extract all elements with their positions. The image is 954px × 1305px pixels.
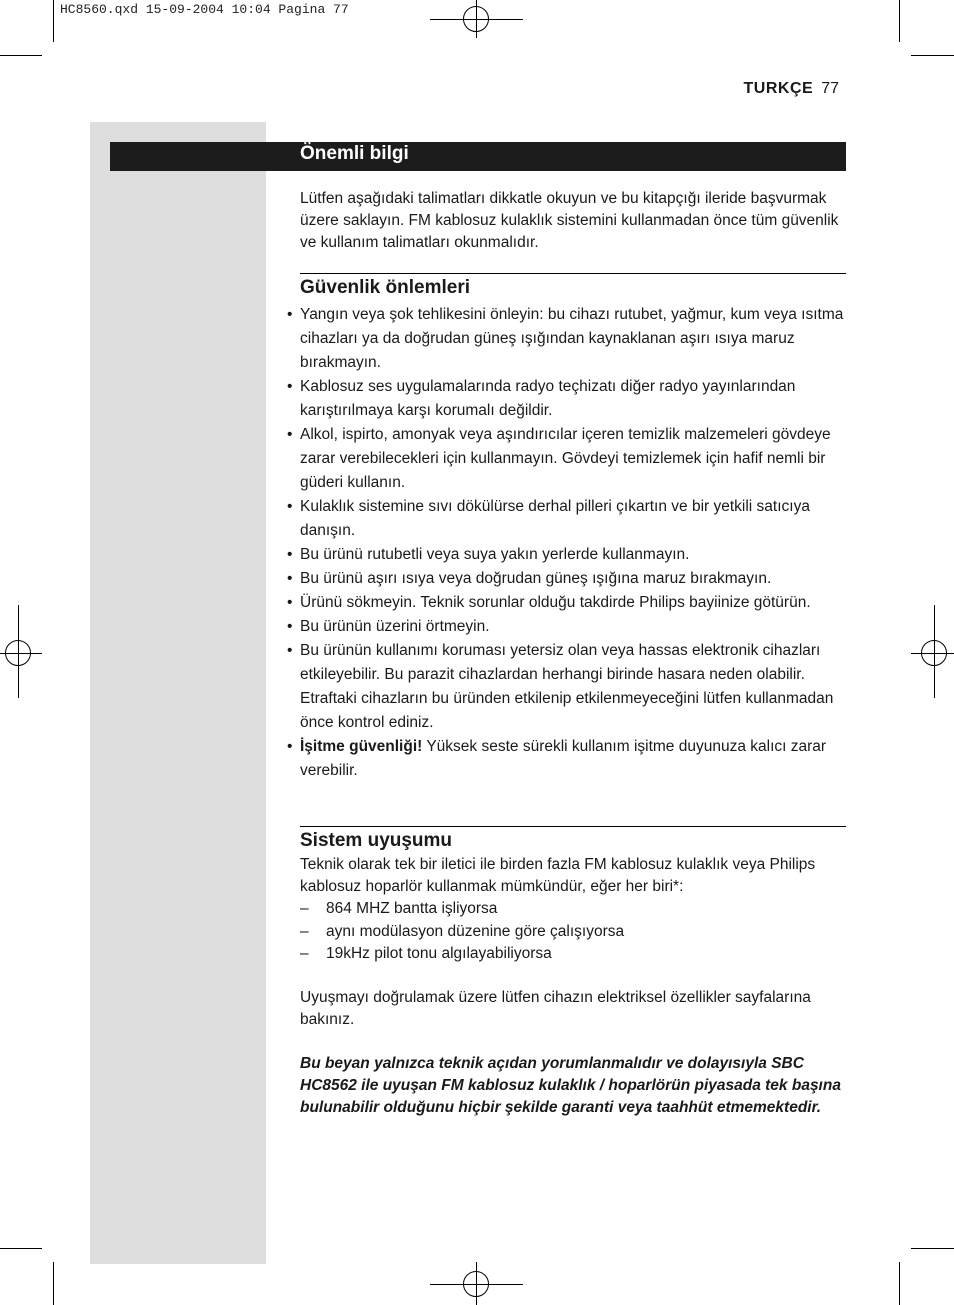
compat-list <box>300 898 624 966</box>
list-item: • Bu ürünün kullanımı koruması yetersiz olan veya hassas elektronik cihazları etkileyebilir. Bu parazit cihazlardan herhangi birinde hasara neden olabilir. Etraftaki cihazların bu üründen etkilenip etkilenmeyeceğini lütfen kullanmadan önce kontrol ediniz. <box>285 639 848 735</box>
disclaimer-paragraph: Bu beyan yalnızca teknik açıdan yorumlanmalıdır ve dolayısıyla SBC HC8562 ile uyuşan FM kablosuz kulaklık / hoparlörün piyasada tek başına bulunabilir olduğunu hiçbir şekilde garanti veya taahhüt etmemektedir. <box>300 1055 841 1116</box>
section-divider <box>300 273 846 274</box>
list-item: • Bu ürünün üzerini örtmeyin. <box>285 615 848 639</box>
list-item: • Alkol, ispirto, amonyak veya aşındırıcılar içeren temizlik malzemeleri gövdeye zarar verebilecekleri için kullanmayın. Gövdeyi temizlemek için hafif nemli bir güderi kullanın. <box>285 423 848 495</box>
list-item: • Yangın veya şok tehlikesini önleyin: bu cihazı rutubet, yağmur, kum veya ısıtma cihazları ya da doğrudan güneş ışığından kaynaklanan aşırı ısıya maruz bırakmayın. <box>285 303 848 375</box>
compat-heading: Sistem uyuşumu <box>300 830 453 851</box>
list-item: – 19kHz pilot tonu algılayabiliyorsa <box>300 943 624 966</box>
section-divider <box>300 826 846 827</box>
safety-list <box>285 303 848 783</box>
side-column <box>90 122 266 1264</box>
page-header <box>744 80 839 98</box>
list-item: • Bu ürünü rutubetli veya suya yakın yerlerde kullanmayın. <box>285 543 848 567</box>
language-label: TURKÇE <box>743 80 814 97</box>
list-item: – aynı modülasyon düzenine göre çalışıyorsa <box>300 921 624 944</box>
list-item: – 864 MHZ bantta işliyorsa <box>300 898 624 921</box>
hearing-safety-text: Yüksek seste sürekli kullanım işitme duyunuza kalıcı zarar verebilir. <box>300 738 827 779</box>
intro-paragraph: Lütfen aşağıdaki talimatları dikkatle okuyun ve bu kitapçığı ileride başvurmak üzere saklayın. FM kablosuz kulaklık sistemini kullanmadan önce tüm güvenlik ve kullanım talimatları okunmalıdır. <box>300 190 839 251</box>
list-item: • Bu ürünü aşırı ısıya veya doğrudan güneş ışığına maruz bırakmayın. <box>285 567 848 591</box>
list-item: • Kulaklık sistemine sıvı dökülürse derhal pilleri çıkartın ve bir yetkili satıcıya danışın. <box>285 495 848 543</box>
printer-slug: HC8560.qxd 15-09-2004 10:04 Pagina 77 <box>60 2 349 17</box>
compat-paragraph: Teknik olarak tek bir iletici ile birden fazla FM kablosuz kulaklık veya Philips kablosuz hoparlör kullanmak mümkündür, eğer her biri*: <box>300 856 816 895</box>
list-item: • Kablosuz ses uygulamalarında radyo teçhizatı diğer radyo yayınlarından karıştırılmaya karşı korumalı değildir. <box>285 375 848 423</box>
verify-paragraph: Uyuşmayı doğrulamak üzere lütfen cihazın elektriksel özellikler sayfalarına bakınız. <box>300 989 811 1028</box>
hearing-safety-label: İşitme güvenliği! <box>300 738 423 755</box>
title-bar <box>110 142 846 171</box>
safety-heading: Güvenlik önlemleri <box>300 277 470 298</box>
list-item: • Ürünü sökmeyin. Teknik sorunlar olduğu takdirde Philips bayiinize götürün. <box>285 591 848 615</box>
page-title: Önemli bilgi <box>300 143 409 164</box>
list-item-hearing <box>285 735 848 783</box>
page-number: 77 <box>821 80 839 97</box>
